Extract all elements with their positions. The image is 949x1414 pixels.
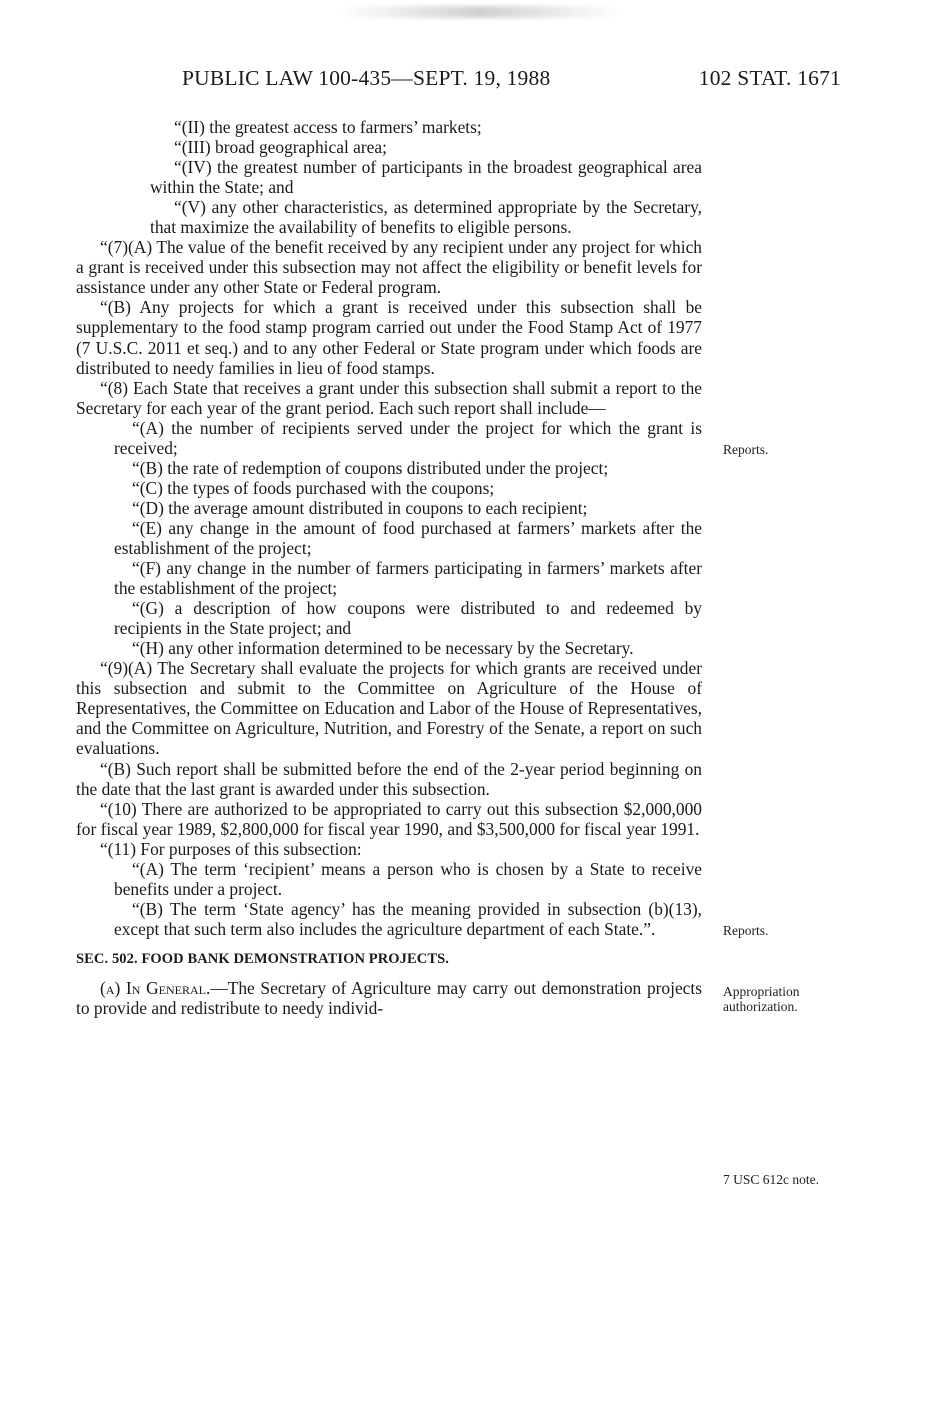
paragraph: “(II) the greatest access to farmers’ markets; [174, 117, 482, 137]
paragraph: “(B) Any projects for which a grant is received under this subsection shall be supplementary to the food stamp program carried out under the Food Stamp Act of 1977 (7 U.S.C. 2011 et seq.) and to any other Federal or State program under which foods are distributed to needy families in lieu of food stamps. [76, 297, 702, 378]
list-item: “(D) the average amount distributed in coupons to each recipient; [132, 497, 588, 518]
statute-page-number: 102 STAT. 1671 [698, 66, 841, 90]
margin-note-line: authorization. [723, 999, 798, 1014]
paragraph: “(IV) the greatest number of participants in the broadest geographical area within the State; and [150, 157, 702, 198]
paragraph: “(B) Such report shall be submitted before the end of the 2-year period beginning on the date that the last grant is awarded under this subsection. [76, 758, 702, 799]
margin-note-reports: Reports. [723, 442, 769, 457]
margin-note-usc: 7 USC 612c note. [723, 1172, 819, 1187]
public-law-citation: PUBLIC LAW 100-435—SEPT. 19, 1988 [182, 66, 551, 90]
margin-note-reports: Reports. [723, 923, 769, 938]
page-header [182, 66, 841, 91]
list-item: “(G) a description of how coupons were distributed to and redeemed by recipients in the State project; and [114, 598, 702, 639]
list-item: “(B) the rate of redemption of coupons distributed under the project; [132, 457, 609, 478]
section-heading: SEC. 502. FOOD BANK DEMONSTRATION PROJECTS. [76, 950, 450, 967]
list-item: “(F) any change in the number of farmers participating in farmers’ markets after the establishment of the project; [114, 558, 702, 599]
paragraph: “(III) broad geographical area; [174, 137, 387, 158]
paragraph: “(9)(A) The Secretary shall evaluate the projects for which grants are received under this subsection and submit to the Committee on Agriculture of the House of Representatives, the Committee on Education and Labor of the House of Representatives, and the Committee on Agriculture, Nutrition, and Forestry of the Senate, a report on such evaluations. [76, 658, 702, 759]
margin-note-line: Appropriation [723, 984, 800, 999]
list-item: “(H) any other information determined to be necessary by the Secretary. [132, 638, 634, 659]
list-item: “(A) the number of recipients served under the project for which the grant is received; [114, 417, 702, 458]
paragraph: “(11) For purposes of this subsection: [100, 838, 362, 859]
list-item: “(E) any change in the amount of food purchased at farmers’ markets after the establishment of the project; [114, 517, 702, 558]
paragraph: “(10) There are authorized to be appropriated to carry out this subsection $2,000,000 for fiscal year 1989, $2,800,000 for fiscal year 1990, and $3,500,000 for fiscal year 1991. [76, 798, 702, 839]
list-item: “(C) the types of foods purchased with the coupons; [132, 477, 495, 498]
list-item: “(A) The term ‘recipient’ means a person who is chosen by a State to receive benefits under a project. [114, 858, 702, 899]
list-item: “(B) The term ‘State agency’ has the meaning provided in subsection (b)(13), except that such term also includes the agriculture department of each State.”. [114, 898, 702, 939]
section-paragraph [76, 978, 702, 1018]
scan-artifact [340, 6, 620, 18]
section-text: —The Secretary of Agriculture may carry out demonstration projects to provide and redistribute to needy individ- [76, 977, 702, 1019]
section-subhead: (a) In General. [100, 977, 211, 998]
statute-body [76, 117, 702, 1018]
paragraph: “(8) Each State that receives a grant under this subsection shall submit a report to the Secretary for each year of the grant period. Each such report shall include— [76, 377, 702, 418]
margin-note-appropriation [723, 984, 853, 1014]
paragraph: “(7)(A) The value of the benefit received by any recipient under any project for which a grant is received under this subsection may not affect the eligibility or benefit levels for assistance under any other State or Federal program. [76, 237, 702, 298]
paragraph: “(V) any other characteristics, as determined appropriate by the Secretary, that maximize the availability of benefits to eligible persons. [150, 197, 702, 238]
